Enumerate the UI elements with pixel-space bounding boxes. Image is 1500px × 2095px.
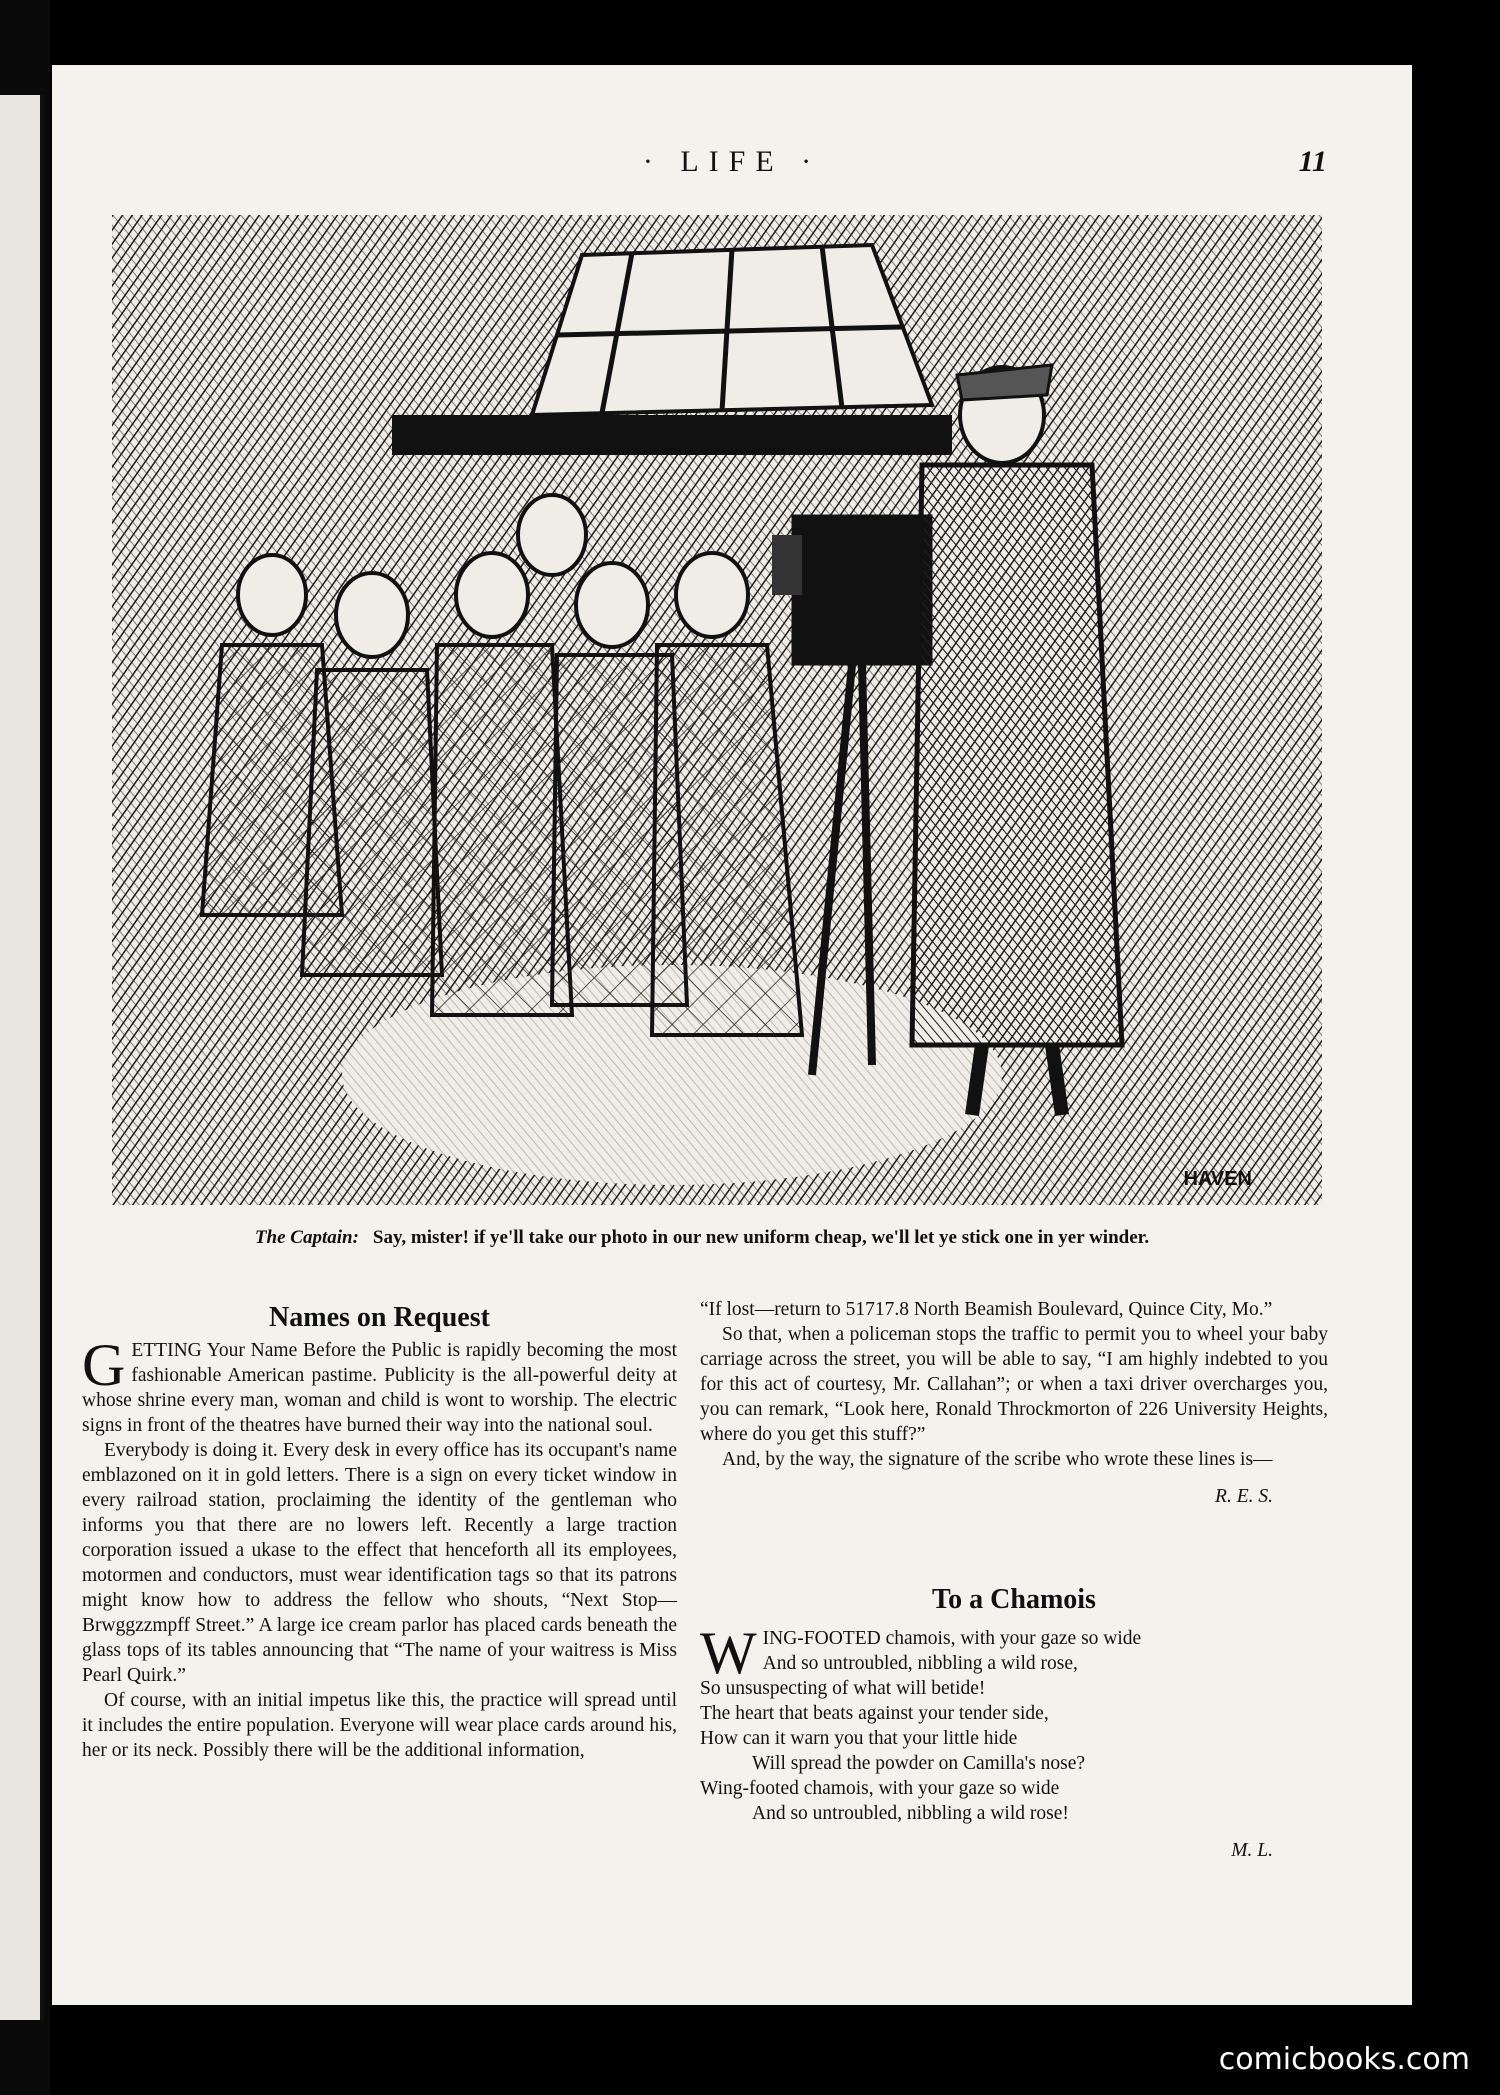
article-paragraph: “If lost—return to 51717.8 North Beamish Boulevard, Quince City, Mo.” (700, 1299, 1273, 1320)
poem-line: And so untroubled, nibbling a wild rose! (752, 1803, 1069, 1824)
poem-signature: M. L. (1231, 1840, 1273, 1861)
article-right-column (700, 1297, 1328, 1863)
drop-cap: G (82, 1332, 126, 1398)
article-left-column (82, 1302, 677, 1763)
cartoon-illustration (112, 215, 1322, 1205)
article-paragraph: So that, when a policeman stops the traffic to permit you to wheel your baby carriage across the street, you will be able to say, “I am highly indebted to you for this act of courtesy, Mr. Callahan”; or when a taxi driver overcharges you, you can remark, “Look here, Ronald Throckmorton of 226 University Heights, where do you get this stuff?” (700, 1324, 1328, 1445)
facing-page-edge (0, 95, 44, 2020)
article-paragraph: GETTING Your Name Before the Public is rapidly becoming the most fashionable American pastime. Publicity is the all-powerful deity at whose shrine every man, woman and child is wont to worship. The electric signs in front of the theatres have burned their way into the national soul. (82, 1332, 677, 1436)
cartoon-caption (162, 1225, 1242, 1250)
article-paragraph: Everybody is doing it. Every desk in every office has its occupant's name emblazoned on it in gold letters. There is a sign on every ticket window in every railroad station, proclaiming the identity of the gentleman who informs you that there are no lowers left. Recently a large traction corporation issued a ukase to the effect that henceforth all its employees, motormen and conductors, must wear identification tags so that its patrons might know how to address the fellow who shouts, “Next Stop—Brwggzzmpff Street.” A large ice cream parlor has placed cards beneath the glass tops of its tables announcing that “The name of your waitress is Miss Pearl Quirk.” (82, 1440, 677, 1686)
artist-signature: HAVEN (1183, 1168, 1252, 1190)
caption-text: Say, mister! if ye'll take our photo in our new uniform cheap, we'll let ye stick one in yer winder. (372, 1227, 1150, 1248)
poem-body (700, 1620, 1328, 1826)
poem-line: Will spread the powder on Camilla's nose? (752, 1753, 1086, 1774)
site-watermark: comicbooks.com (1218, 2042, 1470, 2077)
article-paragraph: Of course, with an initial impetus like this, the practice will spread until it includes the entire population. Everyone will wear place cards around his, her or its neck. Possibly there will be the additional information, (82, 1690, 677, 1761)
caption-speaker: The Captain: (254, 1227, 359, 1248)
article-signature: R. E. S. (1215, 1486, 1273, 1507)
drop-cap: W (700, 1620, 757, 1686)
cartoon-drawing (112, 215, 1322, 1205)
poem-line: The heart that beats against your tender side, (700, 1703, 1049, 1724)
article-paragraph: And, by the way, the signature of the scribe who wrote these lines is— (722, 1449, 1273, 1470)
page-header (52, 145, 1412, 185)
poem-line: Wing-footed chamois, with your gaze so wide (700, 1778, 1060, 1799)
poem-line: How can it warn you that your little hide (700, 1728, 1018, 1749)
poem-title: To a Chamois (932, 1584, 1096, 1615)
magazine-title: · LIFE · (642, 145, 822, 178)
article-title: Names on Request (269, 1302, 490, 1333)
magazine-page (52, 65, 1412, 2005)
poem-line: And so untroubled, nibbling a wild rose, (762, 1653, 1078, 1674)
poem-line: So unsuspecting of what will betide! (700, 1678, 986, 1699)
poem-line: WING-FOOTED chamois, with your gaze so wide (700, 1620, 1142, 1686)
page-number: 11 (1298, 145, 1327, 178)
